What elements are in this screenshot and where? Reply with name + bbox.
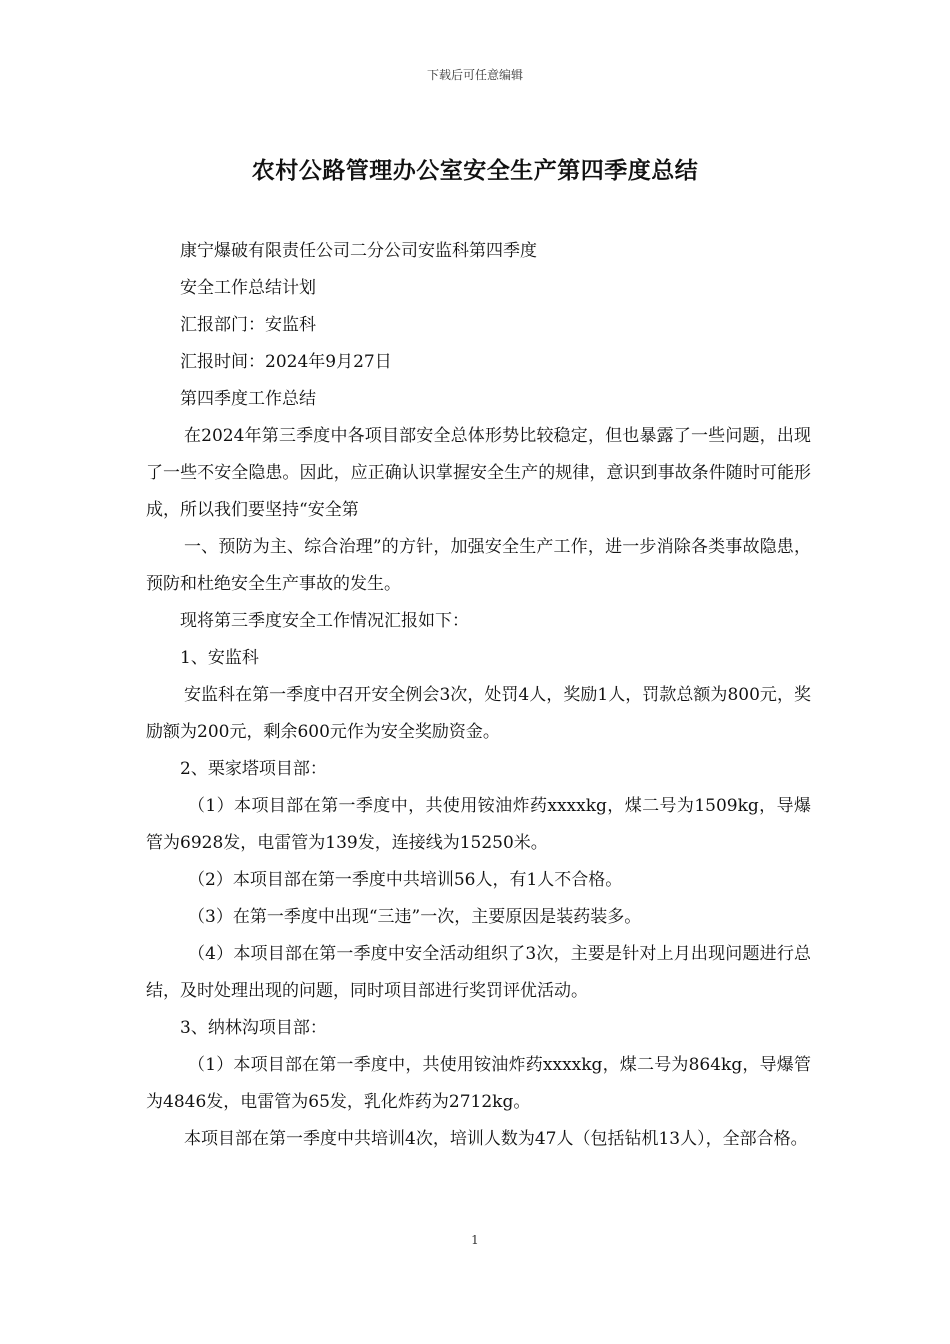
paragraph-report-intro: 现将第三季度安全工作情况汇报如下： — [180, 611, 469, 631]
paragraph-lijiata-2: （2）本项目部在第一季度中共培训56人，有1人不合格。 — [188, 870, 623, 890]
heading-lijiata: 2、栗家塔项目部： — [180, 759, 327, 779]
heading-nalingou: 3、纳林沟项目部： — [180, 1018, 327, 1038]
paragraph-overview: 在2024年第三季度中各项目部安全总体形势比较稳定，但也暴露了一些问题，出现了一些不安全隐患。因此，应正确认识掌握安全生产的规律，意识到事故条件随时可能形成，所以我们要坚持“安全第 — [146, 426, 811, 520]
paragraph-policy: 一、预防为主、综合治理”的方针，加强安全生产工作，进一步消除各类事故隐患，预防和杜绝安全生产事故的发生。 — [146, 537, 811, 594]
paragraph-nalingou-2: 本项目部在第一季度中共培训4次，培训人数为47人（包括钻机13人），全部合格。 — [184, 1129, 808, 1149]
paragraph-report-date: 汇报时间：2024年9月27日 — [180, 352, 392, 372]
paragraph-plan-title: 安全工作总结计划 — [180, 278, 316, 298]
page-number: 1 — [471, 1233, 479, 1247]
paragraph-nalingou-1: （1）本项目部在第一季度中，共使用铵油炸药xxxxkg，煤二号为864kg，导爆管为4846发，电雷管为65发，乳化炸药为2712kg。 — [146, 1055, 811, 1112]
paragraph-company: 康宁爆破有限责任公司二分公司安监科第四季度 — [180, 241, 537, 261]
document-body — [146, 233, 811, 1158]
paragraph-lijiata-3: （3）在第一季度中出现“三违”一次，主要原因是装药装多。 — [188, 907, 642, 927]
document-title: 农村公路管理办公室安全生产第四季度总结 — [251, 158, 699, 184]
paragraph-section-heading: 第四季度工作总结 — [180, 389, 316, 409]
page-header: 下载后可任意编辑 — [426, 68, 523, 82]
heading-safety-dept: 1、安监科 — [180, 648, 259, 668]
paragraph-department: 汇报部门：安监科 — [180, 315, 316, 335]
paragraph-lijiata-1: （1）本项目部在第一季度中，共使用铵油炸药xxxxkg，煤二号为1509kg，导爆管为6928发，电雷管为139发，连接线为15250米。 — [146, 796, 811, 853]
paragraph-safety-dept: 安监科在第一季度中召开安全例会3次，处罚4人，奖励1人，罚款总额为800元，奖励额为200元，剩余600元作为安全奖励资金。 — [146, 685, 811, 742]
paragraph-lijiata-4: （4）本项目部在第一季度中安全活动组织了3次，主要是针对上月出现问题进行总结，及时处理出现的问题，同时项目部进行奖罚评优活动。 — [146, 944, 811, 1001]
